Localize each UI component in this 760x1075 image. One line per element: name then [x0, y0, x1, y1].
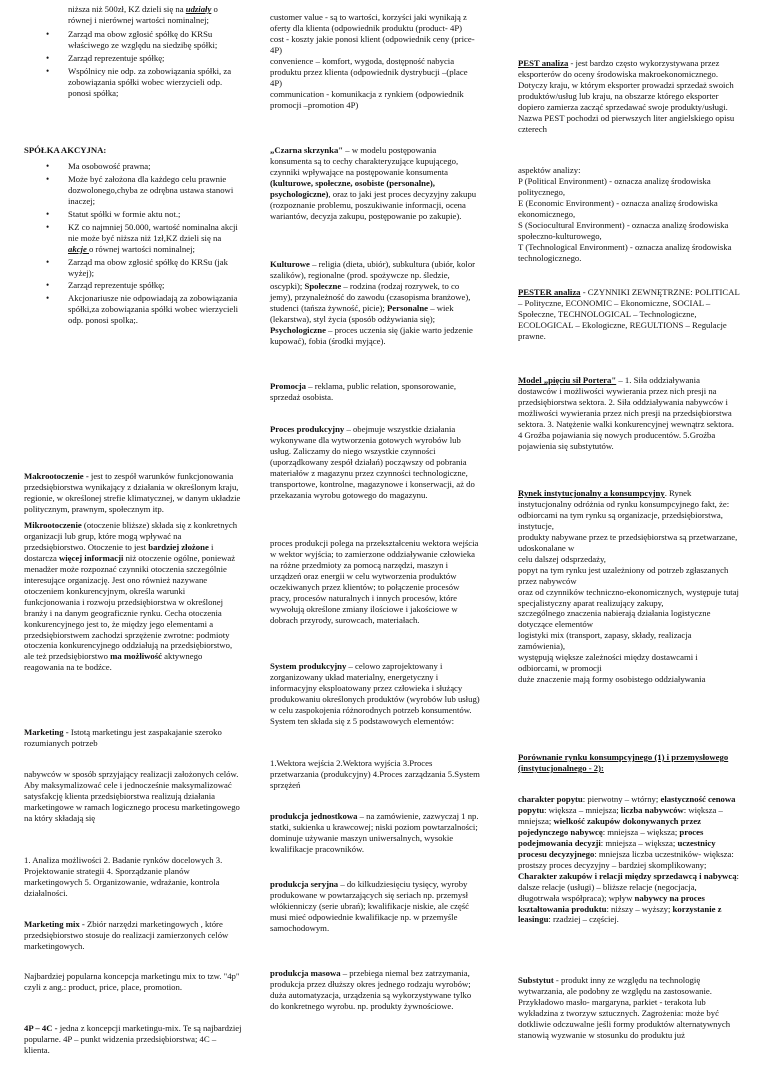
four-p-four-c-paragraph: 4P – 4C - jedna z koncepcji marketingu-mix. Te są najbardziej popularne. 4P – punkt widzenia przedsiębiorstwa; 4C – klienta.: [24, 1023, 242, 1055]
production-system-paragraph: System produkcyjny – celowo zaprojektowany i zorganizowany układ materialny, energetyczny i informacyjny eksploatowany przez człowieka i służący produkowaniu określonych produktów (wyrobów lub usług) w celu zaspokojenia różnorodnych potrzeb konsumentów. System ten składa się z 5 podstawowych elementów:: [270, 661, 480, 726]
list-item: • Może być założona dla każdego celu prawnie dozwolonego,chyba ze odrębna ustawa stanowi inaczej;: [68, 174, 242, 207]
sp-zoo-continuation: [24, 4, 242, 101]
list-item: • KZ co najmniej 50.000, wartość nominalna akcji nie może być niższa niż 1zł,KZ dzieli się na akcje o równej wartości nominalnej;: [68, 222, 242, 255]
promotion-paragraph: Promocja – reklama, public relation, sponsorowanie, sprzedaż osobista.: [270, 381, 457, 402]
process-steps-paragraph: 1. Analiza możliwości 2. Badanie rynków docelowych 3. Projektowanie strategii 4. Sporządzanie planów marketingowych 5. Organizowanie, wdrażanie, kontrola działalności.: [24, 855, 223, 898]
pester-paragraph: PESTER analiza - CZYNNIKI ZEWNĘTRZNE: POLITICAL – Polityczne, ECONOMIC – Ekonomiczne, SOCIAL – Społeczne, TECHNOLOGICAL – Technologiczne, ECOLOGICAL – Ekologiczne, REGULTIONS – Regulacje prawne.: [518, 287, 740, 341]
comparison-heading: Porównanie rynku konsumpcyjnego (1) i przemysłowego (instytucjonalnego - 2):: [518, 752, 729, 773]
list-item: • Akcjonariusze nie odpowiadają za zobowiązania spółki,za zobowiązania spółki wobec wierzycieli odp. ponosi spolka;.: [68, 293, 242, 326]
market-paragraph: Rynek instytucjonalny a konsumpcyjny. Rynek instytucjonalny odróżnia od rynku konsumpcyjnego fakt, że: odbiorcami na tym rynku są organizacje, przedsiębiorstwa, instytucje, produkty nabywane przez te przedsiębiorstwa są przetwarzane, udoskonalane w celu dalszej odsprzedaży, popyt na tym rynku jest uzależniony od potrzeb zgłaszanych przez nabywców oraz od czynników techniczno-ekonomicznych, występuje tutaj specjalistyczny aparat realizujący zakupy, szczególnego znaczenia nabierają działania logistyczne dotyczące elementów logistyki mix (transport, zapasy, składy, realizacja zamówienia), występują większe zależności między dostawcami i odbiorcami, w promocji duże znaczenie mają formy osobistego oddziaływania: [518, 488, 739, 685]
market-characteristics-paragraph: charakter popytu: pierwotny – wtórny; elastyczność cenowa popytu: większa – mniejsza; liczba nabywców: większa – mniejsza; wielkość zakupów dokonywanych przez pojedynczego nabywcę: mniejsza – większa; proces podejmowania decyzji: mniejsza – większa; uczestnicy procesu decyzyjnego: mniejsza liczba uczestników- większa: prostszy proces decyzyjny – bardziej skomplikowany; Charakter zakupów i relacji między sprzedawcą i nabywcą: dalsze relacje (usługi) – bliższe relacje (negocjacja, długotrwała współpraca); wpływ nabywcy na proces kształtowania produktu: niższy – wyższy; korzystanie z leasingu: rzadziej – częściej.: [518, 794, 739, 925]
marketing-mix-paragraph: Marketing mix - Zbiór narzędzi marketingowych , które przedsiębiorstwo stosuje do realizacji zamierzonych celów marketingowych.: [24, 919, 229, 951]
mikrootoczenie-paragraph: Mikrootoczenie (otoczenie bliższe) składa się z konkretnych organizacji lub grup, które mogą wpływać na przedsiębiorstwo. Otoczenie to jest bardziej złożone i dostarcza więcej informacji niż otoczenie ogólne, ponieważ menadżer może rozpoznać czynniki otoczenia szczególnie interesujące organizację. Jest ono również nazywane otoczeniem konkurencyjnym, określa warunki funkcjonowania i rozwoju przedsiębiorstwa w określonej branży i na danym geograficznie rynku. Cecha otoczenia konkurencyjnego jest to, że między jego elementami a przedsiębiorstwem zachodzi sprzężenie zwrotne: podmioty otoczenia konkurencyjnego oddziałują na przedsiębiorstwo, ale też przedsiębiorstwo ma możliwość aktywnego reagowania na te bodźce.: [24, 520, 238, 673]
pest-paragraph: PEST analiza - jest bardzo często wykorzystywana przez eksporterów do oceny środowiska makroekonomicznego. Dotyczy kraju, w którym eksporter prowadzi sprzedaż swoich produktów/usług lub kraju, na obszarze którego eksporter dopiero zamierza zacząć sprzedawać swoje produkty/usługi. Nazwa PEST pochodzi od pierwszych liter angielskiego opisu czterech: [518, 58, 735, 134]
list-item: • Zarząd ma obow zgłosić spółkę do KRSu właściwego ze względu na siedzibę spółki;: [68, 29, 242, 51]
unit-production-paragraph: produkcja jednostkowa – na zamówienie, zazwyczaj 1 np. statki, sukienka u krawcowej; niski poziom powtarzalności; dominuje używanie maszyn uniwersalnych, wysokie kwalifikacje pracowników.: [270, 811, 479, 854]
porter-paragraph: Model „pięciu sił Portera" – 1. Siła oddziaływania dostawców i możliwości wywierania przez nich presji na przedsiębiorstwa sektora. 2. Siła oddziaływania nabywców i możliwości wywierania przez nich presji na przedsiębiorstwa sektora. 3. Natężenie walki konkurencyjnej wewnątrz sektora. 4 Groźba pojawiania się nowych producentów. 5.Groźba pojawienia się substytutów.: [518, 375, 734, 451]
makrootoczenie-paragraph: Makrootoczenie - jest to zespół warunków funkcjonowania przedsiębiorstwa wynikający z działania w określonym kraju, regionie, w określonej strefie klimatycznej, w danym układzie politycznym, prawnym, społecznym itp.: [24, 471, 241, 514]
substitute-paragraph: Substytut - produkt inny ze względu na technologię wytwarzania, ale podobny ze względu na zastosowanie. Przykładowo masło- margaryna, parkiet - terakota lub wykładzina z tworzyw sztucznych. Zagrożenia: może być dotkliwie odczuwalne jeśli formy produktów alternatywnych stanowią wyzwanie w stosunku do produktu już: [518, 975, 731, 1040]
pest-aspects-paragraph: aspektów analizy: P (Political Environment) - oznacza analizę środowiska politycznego, E (Economic Environment) - oznacza analizę środowiska ekonomicznego, S (Sociocultural Environment) - oznacza analizę środowiska społeczno-kulturowego, T (Technological Environment) - oznacza analizę środowiska technologicznego.: [518, 165, 732, 263]
sp-zoo-list: [24, 29, 242, 99]
serial-production-paragraph: produkcja seryjna – do kilkudziesięciu tysięcy, wyroby produkowane w powtarzających się seriach np. przemysł włókienniczy (serie ubrań); kwalifikacje niskie, ale część musi mieć odpowiednie kwalifikacje np. w przemyśle samochodowym.: [270, 879, 469, 933]
marketing-paragraph: Marketing - Istotą marketingu jest zaspakajanie szeroko rozumianych potrzeb: [24, 727, 222, 748]
list-item: • Zarząd ma obow zgłosić spółkę do KRSu (jak wyżej);: [68, 257, 242, 279]
sa-heading: SPÓŁKA AKCYJNA:: [24, 145, 107, 155]
black-box-paragraph: „Czarna skrzynka" – w modelu postępowania konsumenta są to cechy charakteryzujące kupującego, czynniki wpływające na postępowanie konsumenta (kulturowe, społeczne, osobiste (personalne), psychologiczne), oraz to jaki jest proces decyzyjny zakupu (rozpoznanie problemu, poszukiwanie informacji, ocena wariantów, decyzja zakupu, postępowanie po zakupie).: [270, 145, 477, 221]
list-item: • Zarząd reprezentuje spółkę;: [68, 280, 242, 291]
list-item: • Wspólnicy nie odp. za zobowiązania spółki, za zobowiązania spółki wobec wierzycieli odp. ponosi spółka;: [68, 66, 242, 99]
sa-list: [24, 161, 242, 326]
four-c-definitions: customer value - są to wartości, korzyści jaki wynikają z oferty dla klienta (odpowiednik produktu (product- 4P) cost - koszty jakie ponosi klient (odpowiednik ceny (price- 4P) convenience – komfort, wygoda, dostępność nabycia produktu przez klienta (odpowiednik dystrybucji –(place 4P) communication - komunikacja z rynkiem (odpowiednik promocji –promotion 4P): [270, 12, 475, 110]
list-item: • Zarząd reprezentuje spółkę;: [68, 53, 242, 64]
needs-paragraph: nabywców w sposób sprzyjający realizacji założonych celów. Aby maksymalizować cele i jednocześnie maksymalizować satysfakcję klienta przedsiębiorstwa realizują działania marketingowe w ramach logicznego procesu marketingowego na który składają się: [24, 769, 240, 823]
capital-text: niższa niż 500zł, KZ dzieli się na udziały o równej i nierównej wartości nominalnej;: [68, 4, 218, 25]
production-process-paragraph: Proces produkcyjny – obejmuje wszystkie działania wykonywane dla wytworzenia gotowych wyrobów lub usług. Zaliczamy do niego wszystkie czynności (uporządkowany zespół działań) począwszy od pobrania materiałów z magazynu przez czynności technologiczne, transportowe, kontrolne, magazynowe i konserwacji, aż do przekazania wyrobu gotowego do magazynu.: [270, 424, 475, 500]
mass-production-paragraph: produkcja masowa – przebiega niemal bez zatrzymania, produkcja przez dłuższy okres jednego rodzaju wyrobów; duża automatyzacja, urządzenia są wykorzystywane tylko do konkretnego wyrobu. np. produkty żywnościowe.: [270, 968, 472, 1011]
list-item: • Ma osobowość prawna;: [68, 161, 242, 172]
list-item: • Statut spółki w formie aktu not.;: [68, 209, 242, 220]
production-process-2-paragraph: proces produkcji polega na przekształceniu wektora wejścia w wektor wyjścia; to zamierzone oddziaływanie człowieka na różne przedmioty za pomocą narzędzi, maszyn i urządzeń oraz energii w celu wytworzenia produktów oczekiwanych przez klientów; to połączenie procesów pracy, procesów naturalnych i innych procesów, które wywołują określone zmiany ilościowe i jakościowe w dobrach przyrody, surowcach, materiałach.: [270, 538, 479, 625]
sa-section: [24, 145, 242, 328]
factors-paragraph: Kulturowe – religia (dieta, ubiór), subkultura (ubiór, kolor szalików), regionalne (prod. spożywcze np. śledzie, oscypki); Społeczne – rodzina (rodzaj rozrywek, to co jemy), przynależność do zawodu (czasopisma branżowe), studenci (tańsza żywność, picie); Personalne – wiek (lekarstwa), styl życia (sposób odżywiania się); Psychologiczne – proces uczenia się (jakie warto jedzenie kupować), fobia (środki myjące).: [270, 259, 476, 346]
four-p-paragraph: Najbardziej popularna koncepcja marketingu mix to tzw. "4p" czyli z ang.: product, price, place, promotion.: [24, 971, 240, 992]
system-elements-paragraph: 1.Wektora wejścia 2.Wektora wyjścia 3.Proces przetwarzania (produkcyjny) 4.Proces zarządzania 5.System sprzężeń: [270, 758, 480, 790]
